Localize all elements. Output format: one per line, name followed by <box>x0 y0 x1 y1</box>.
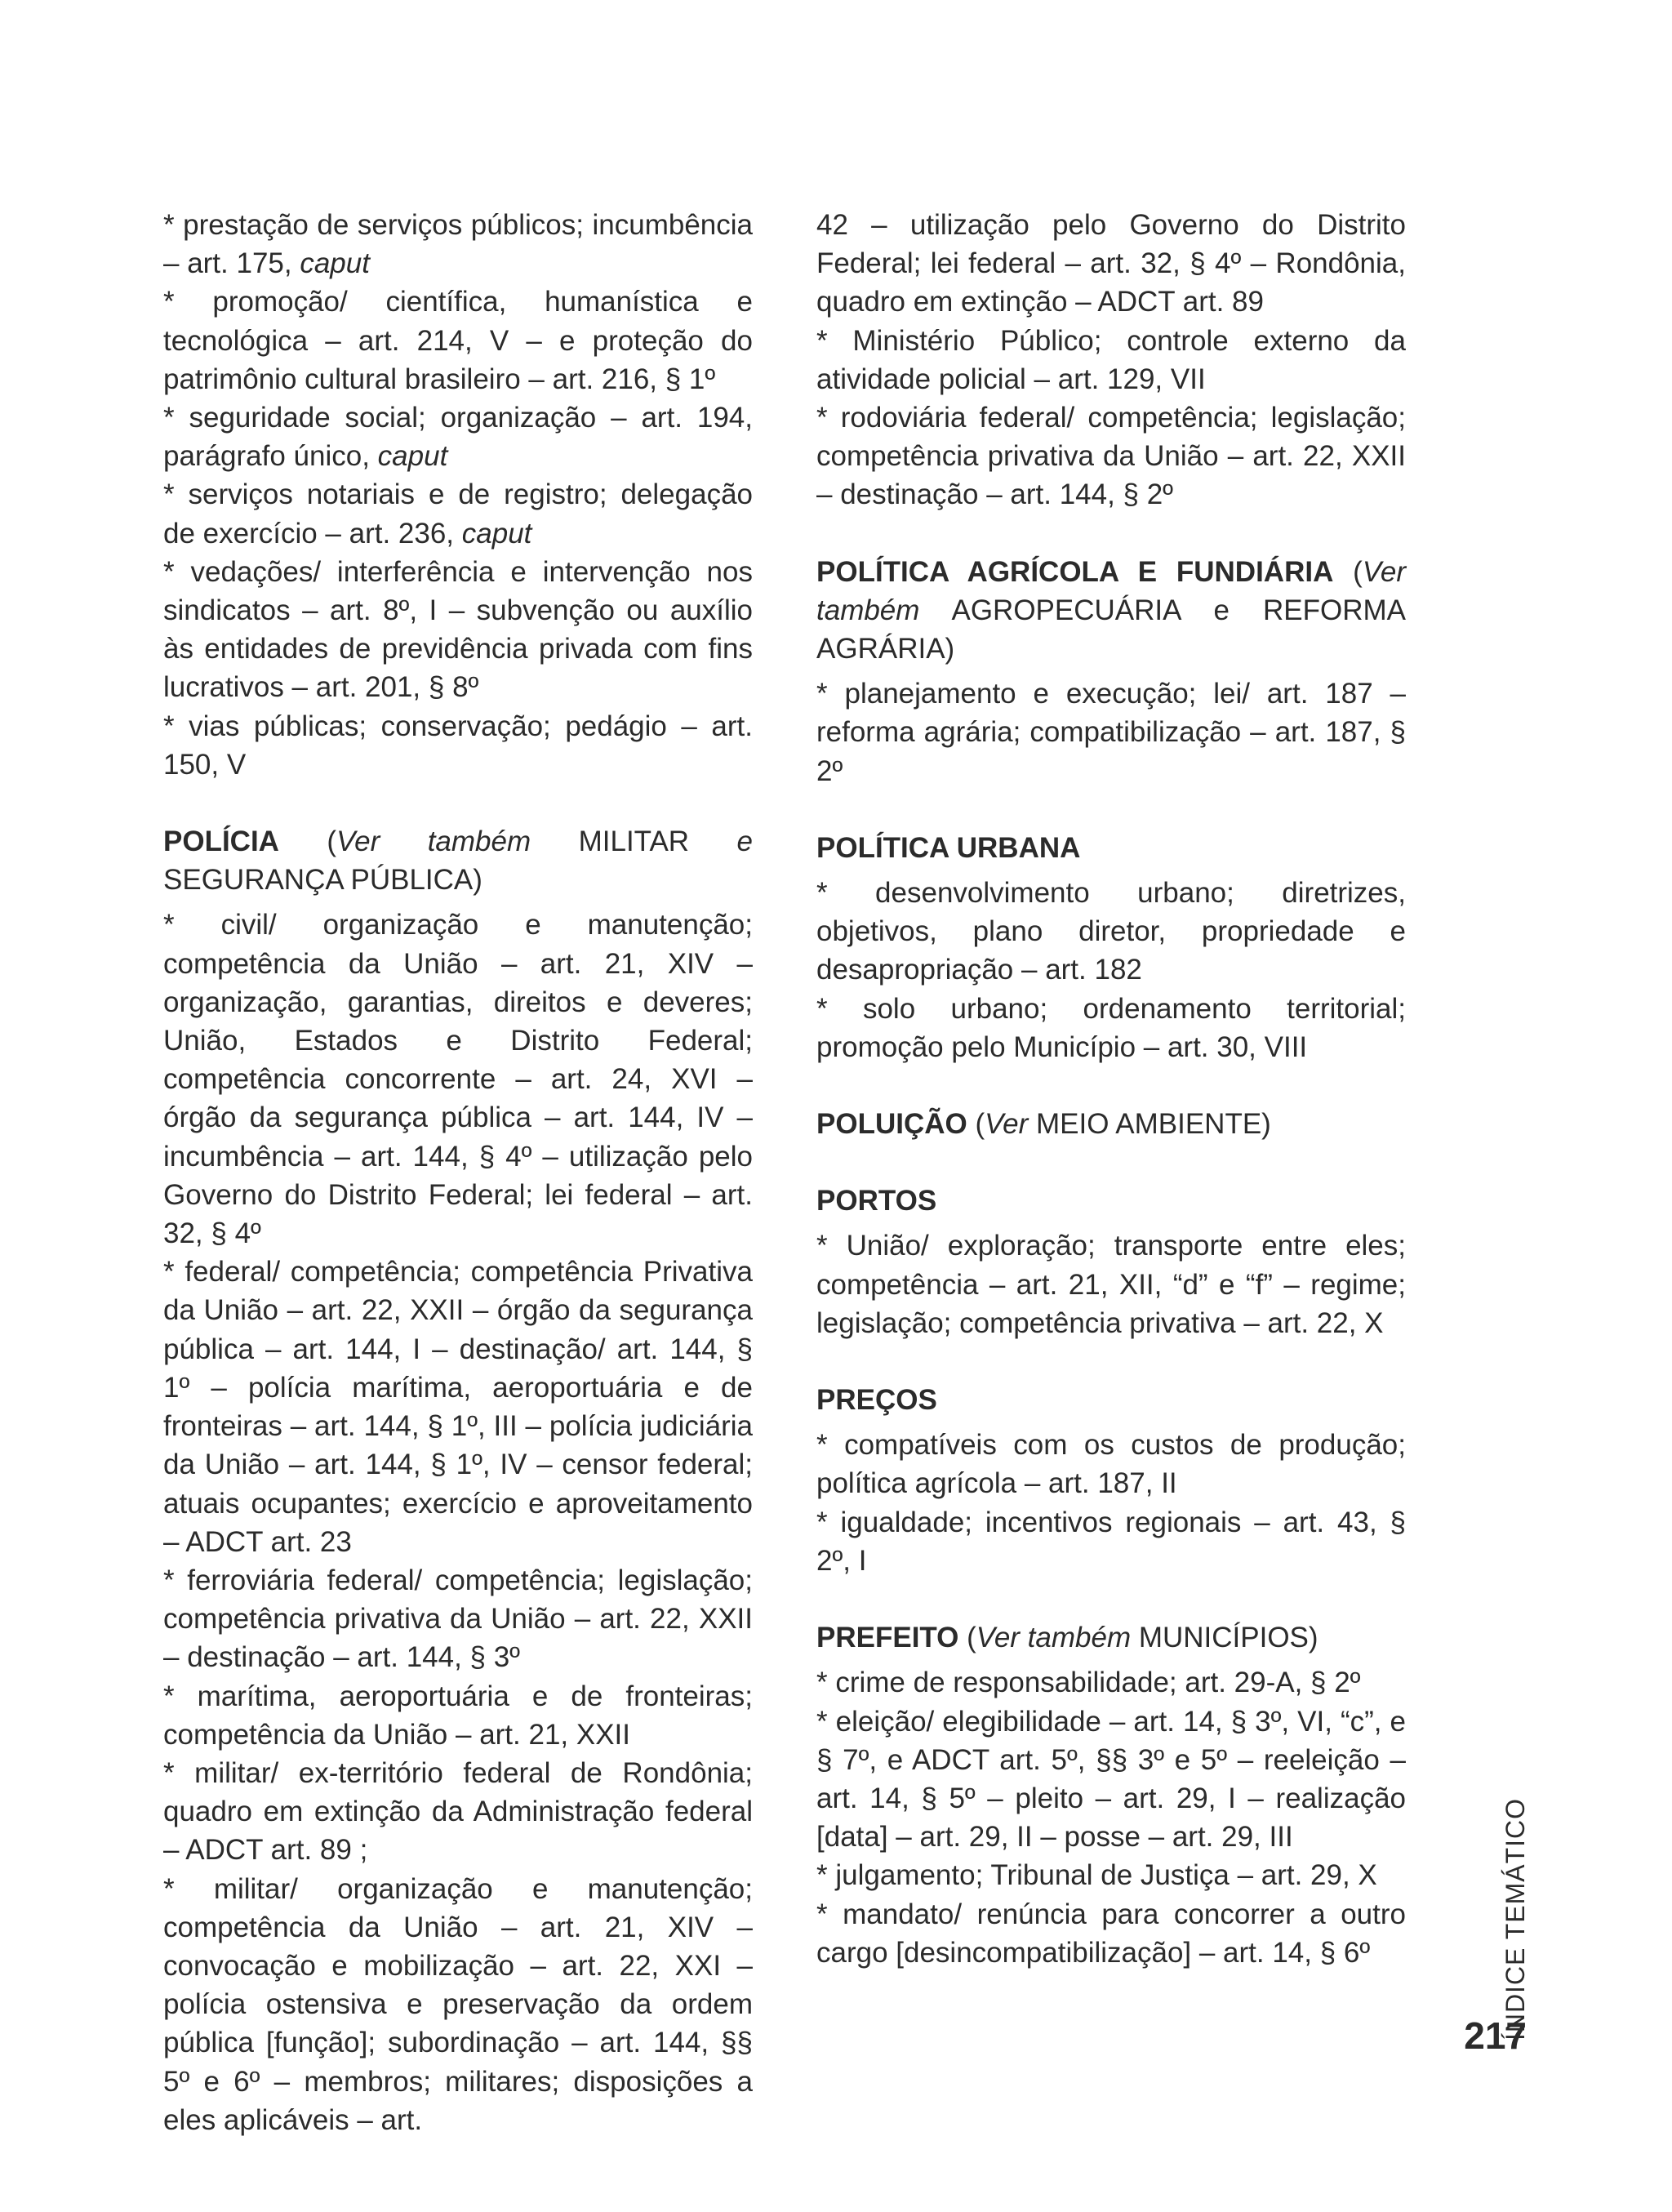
index-entry: * prestação de serviços públicos; incumbência – art. 175, caput <box>163 209 753 280</box>
index-entry: * federal/ competência; competência Privativa da União – art. 22, XXII – órgão da segurança pública – art. 144, I – destinação/ art. 144, § 1º – polícia marítima, aeroportuária e de fronteiras – art. 144, § 1º, III – polícia judiciária da União – art. 144, § 1º, IV – censor federal; atuais ocupantes; exercício e aproveitamento – ADCT art. 23 <box>163 1256 753 1558</box>
page-number: 217 <box>1464 2014 1527 2057</box>
section-title-text: ÍNDICE TEMÁTICO <box>1501 1797 1531 2041</box>
index-entry: * vedações/ interferência e intervenção nos sindicatos – art. 8º, I – subvenção ou auxílio às entidades de previdência privada com fins lucrativos – art. 201, § 8º <box>163 555 753 704</box>
index-entry: * eleição/ elegibilidade – art. 14, § 3º, VI, “c”, e § 7º, e ADCT art. 5º, §§ 3º e 5º – reeleição – art. 14, § 5º – pleito – art. 29, I – realização [data] – art. 29, II – posse – art. 29, III <box>816 1705 1406 1854</box>
section-heading-politica-urbana: POLÍTICA URBANA <box>816 831 1081 864</box>
section-heading-politica-agricola: POLÍTICA AGRÍCOLA E FUNDIÁRIA (Ver também AGROPECUÁRIA e REFORMA AGRÁRIA) <box>816 555 1406 665</box>
index-entry: * crime de responsabilidade; art. 29-A, § 2º <box>816 1667 1361 1699</box>
index-entry: * desenvolvimento urbano; diretrizes, objetivos, plano diretor, propriedade e desapropriação – art. 182 <box>816 877 1406 986</box>
index-entry: * seguridade social; organização – art. 194, parágrafo único, caput <box>163 402 753 473</box>
index-entry: * militar/ ex-território federal de Rondônia; quadro em extinção da Administração federal – ADCT art. 89 ; <box>163 1756 753 1867</box>
index-entry: * Ministério Público; controle externo da atividade policial – art. 129, VII <box>816 324 1406 395</box>
section-heading-poluicao: POLUIÇÃO (Ver MEIO AMBIENTE) <box>816 1108 1271 1141</box>
index-entry: * civil/ organização e manutenção; competência da União – art. 21, XIV – organização, garantias, direitos e deveres; União, Estados e Distrito Federal; competência concorrente – art. 24, XVI – órgão da segurança pública – art. 144, IV – incumbência – art. 144, § 4º – utilização pelo Governo do Distrito Federal; lei federal – art. 32, § 4º <box>163 909 753 1250</box>
index-entry: 42 – utilização pelo Governo do Distrito Federal; lei federal – art. 32, § 4º – Rondônia, quadro em extinção – ADCT art. 89 <box>816 209 1406 318</box>
index-entry: * julgamento; Tribunal de Justiça – art. 29, X <box>816 1859 1377 1892</box>
index-entry: * serviços notariais e de registro; delegação de exercício – art. 236, caput <box>163 478 753 550</box>
section-heading-prefeito: PREFEITO (Ver também MUNICÍPIOS) <box>816 1622 1318 1654</box>
index-entry: * marítima, aeroportuária e de fronteiras; competência da União – art. 21, XXII <box>163 1680 753 1751</box>
index-entry: * vias públicas; conservação; pedágio – art. 150, V <box>163 710 753 781</box>
section-heading-precos: PREÇOS <box>816 1384 937 1417</box>
index-entry: * militar/ organização e manutenção; competência da União – art. 21, XIV – convocação e mobilização – art. 22, XXI – polícia ostensiva e preservação da ordem pública [função]; subordinação – art. 144, §§ 5º e 6º – membros; militares; disposições a eles aplicáveis – art. <box>163 1872 753 2136</box>
section-heading-portos: PORTOS <box>816 1185 937 1217</box>
index-entry: * compatíveis com os custos de produção; política agrícola – art. 187, II <box>816 1429 1406 1500</box>
index-entry: * mandato/ renúncia para concorrer a outro cargo [desincompatibilização] – art. 14, § 6º <box>816 1898 1406 1969</box>
right-column <box>816 206 1406 1972</box>
index-entry: * ferroviária federal/ competência; legislação; competência privativa da União – art. 22, XXII – destinação – art. 144, § 3º <box>163 1564 753 1674</box>
left-column <box>163 206 753 2139</box>
index-entry: * União/ exploração; transporte entre eles; competência – art. 21, XII, “d” e “f” – regime; legislação; competência privativa – art. 22, X <box>816 1230 1406 1339</box>
index-entry: * igualdade; incentivos regionais – art. 43, § 2º, I <box>816 1506 1406 1577</box>
index-entry: * planejamento e execução; lei/ art. 187 – reforma agrária; compatibilização – art. 187, § 2º <box>816 678 1406 787</box>
section-heading-policia: POLÍCIA (Ver também MILITAR e SEGURANÇA PÚBLICA) <box>163 826 753 897</box>
index-entry: * solo urbano; ordenamento territorial; promoção pelo Município – art. 30, VIII <box>816 992 1406 1063</box>
index-entry: * rodoviária federal/ competência; legislação; competência privativa da União – art. 22, XXII – destinação – art. 144, § 2º <box>816 402 1406 511</box>
index-entry: * promoção/ científica, humanística e tecnológica – art. 214, V – e proteção do patrimônio cultural brasileiro – art. 216, § 1º <box>163 286 753 395</box>
